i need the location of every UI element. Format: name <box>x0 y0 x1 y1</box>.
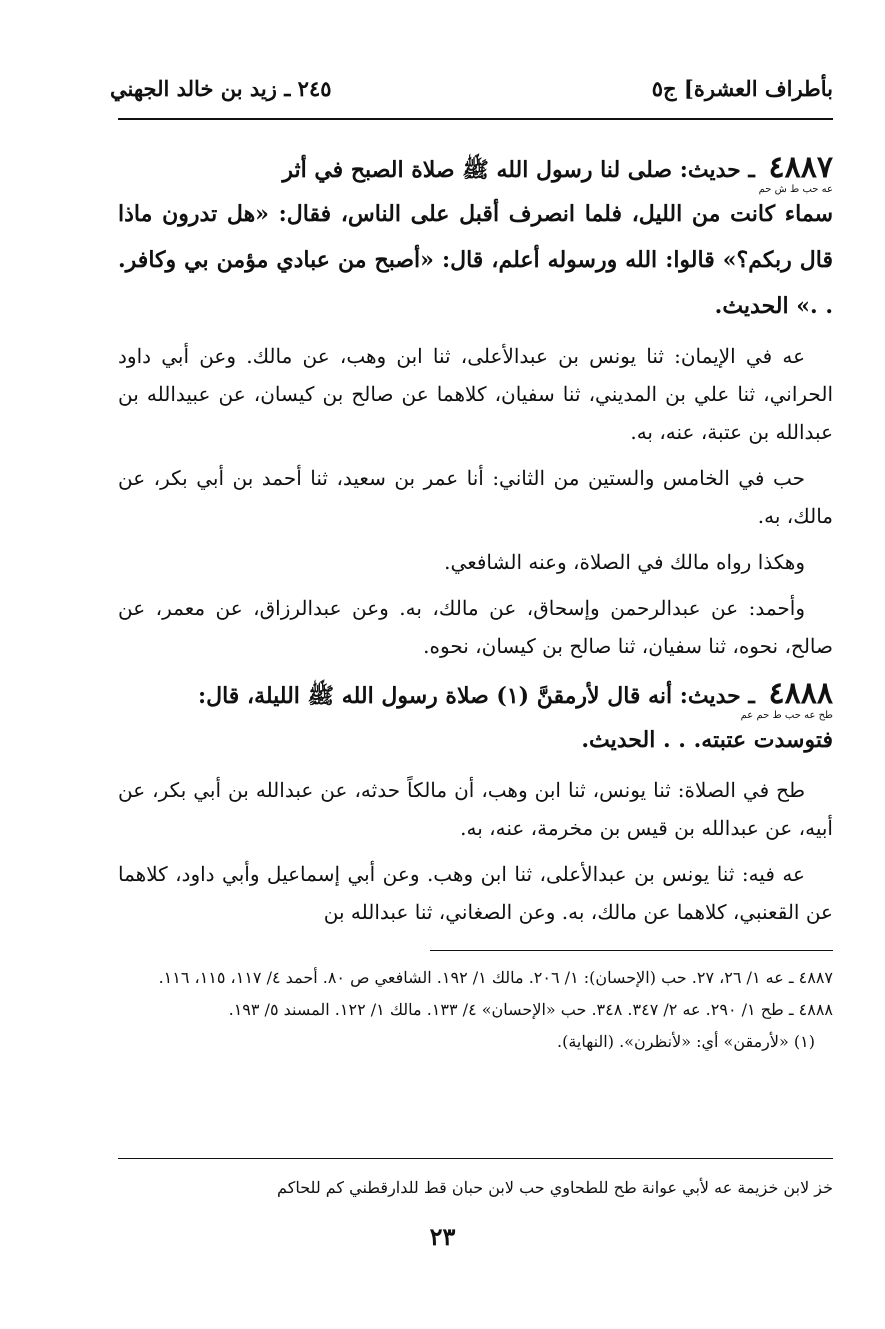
running-head <box>110 68 833 108</box>
isnad-paragraph: طح في الصلاة: ثنا يونس، ثنا ابن وهب، أن مالكاً حدثه، عن عبدالله بن أبي بكر، عن أبيه، عن عبدالله بن قيس بن مخرمة، عنه، به. <box>118 778 833 840</box>
footnote-rule <box>430 950 833 951</box>
main-text <box>118 145 833 931</box>
footnotes <box>118 962 833 1058</box>
hadith-text-rest: فتوسدت عتبته. . . الحديث. <box>581 727 833 753</box>
isnad-paragraph: عه فيه: ثنا يونس بن عبدالأعلى، ثنا ابن وهب. وعن أبي إسماعيل وأبي داود، كلاهما عن القعنبي، كلاهما عن مالك، به. وعن الصغاني، ثنا عبدالله بن <box>118 862 833 924</box>
hadith-text-line1: ـ حديث: صلى لنا رسول الله ﷺ صلاة الصبح في أثر <box>282 157 755 183</box>
running-head-right: بأطراف العشرة] ج٥ <box>651 75 833 101</box>
abbreviation-rule <box>118 1158 833 1159</box>
hadith-sigla: طح عه حب ط حم عم <box>740 710 833 721</box>
isnad-paragraph: وأحمد: عن عبدالرحمن وإسحاق، عن مالك، به. وعن عبدالرزاق، عن معمر، عن صالح، نحوه، ثنا سفيان، ثنا صالح بن كيسان، نحوه. <box>118 596 833 658</box>
hadith-4887 <box>118 145 833 329</box>
hadith-4888 <box>118 671 833 763</box>
isnad-paragraph: حب في الخامس والستين من الثاني: أنا عمر بن سعيد، ثنا أحمد بن أبي بكر، عن مالك، به. <box>118 466 833 528</box>
footnote-1: (١) «لأرمقن» أي: «لأنظرن». (النهاية). <box>556 1032 815 1051</box>
footnote-4887: ٤٨٨٧ ـ عه ١/ ٢٦، ٢٧. حب (الإحسان): ١/ ٢٠٦. مالك ١/ ١٩٢. الشافعي ص ٨٠. أحمد ٤/ ١١٧، ١١٥، ١١٦. <box>158 968 833 987</box>
hadith-text-line1: ـ حديث: أنه قال لأرمقنَّ (١) صلاة رسول الله ﷺ الليلة، قال: <box>198 683 755 709</box>
page-number: ٢٣ <box>429 1222 456 1251</box>
hadith-sigla: عه حب ط ش حم <box>758 184 833 195</box>
hadith-text-rest: سماء كانت من الليل، فلما انصرف أقبل على الناس، فقال: «هل تدرون ماذا قال ربكم؟» قالوا: الله ورسوله أعلم، قال: «أصبح من عبادي مؤمن بي وكافر. . .» الحديث. <box>118 201 833 319</box>
hadith-number: ٤٨٨٨ <box>768 676 833 711</box>
running-head-left: ٢٤٥ ـ زيد بن خالد الجهني <box>110 75 332 101</box>
isnad-paragraph: وهكذا رواه مالك في الصلاة، وعنه الشافعي. <box>444 550 805 574</box>
footnote-4888: ٤٨٨٨ ـ طح ١/ ٢٩٠. عه ٢/ ٣٤٧. ٣٤٨. حب «الإحسان» ٤/ ١٣٣. مالك ١/ ١٢٢. المسند ٥/ ١٩٣. <box>228 1000 833 1019</box>
isnad-paragraph: عه في الإيمان: ثنا يونس بن عبدالأعلى، ثنا ابن وهب، عن مالك. وعن أبي داود الحراني، ثنا علي بن المديني، ثنا سفيان، كلاهما عن صالح بن كيسان، عن عبيدالله بن عبدالله بن عتبة، عنه، به. <box>118 344 833 444</box>
abbreviations-key: خز لابن خزيمة عه لأبي عوانة طح للطحاوي حب لابن حبان قط للدارقطني كم للحاكم <box>277 1178 833 1197</box>
header-rule <box>118 118 833 120</box>
hadith-number: ٤٨٨٧ <box>768 150 833 185</box>
